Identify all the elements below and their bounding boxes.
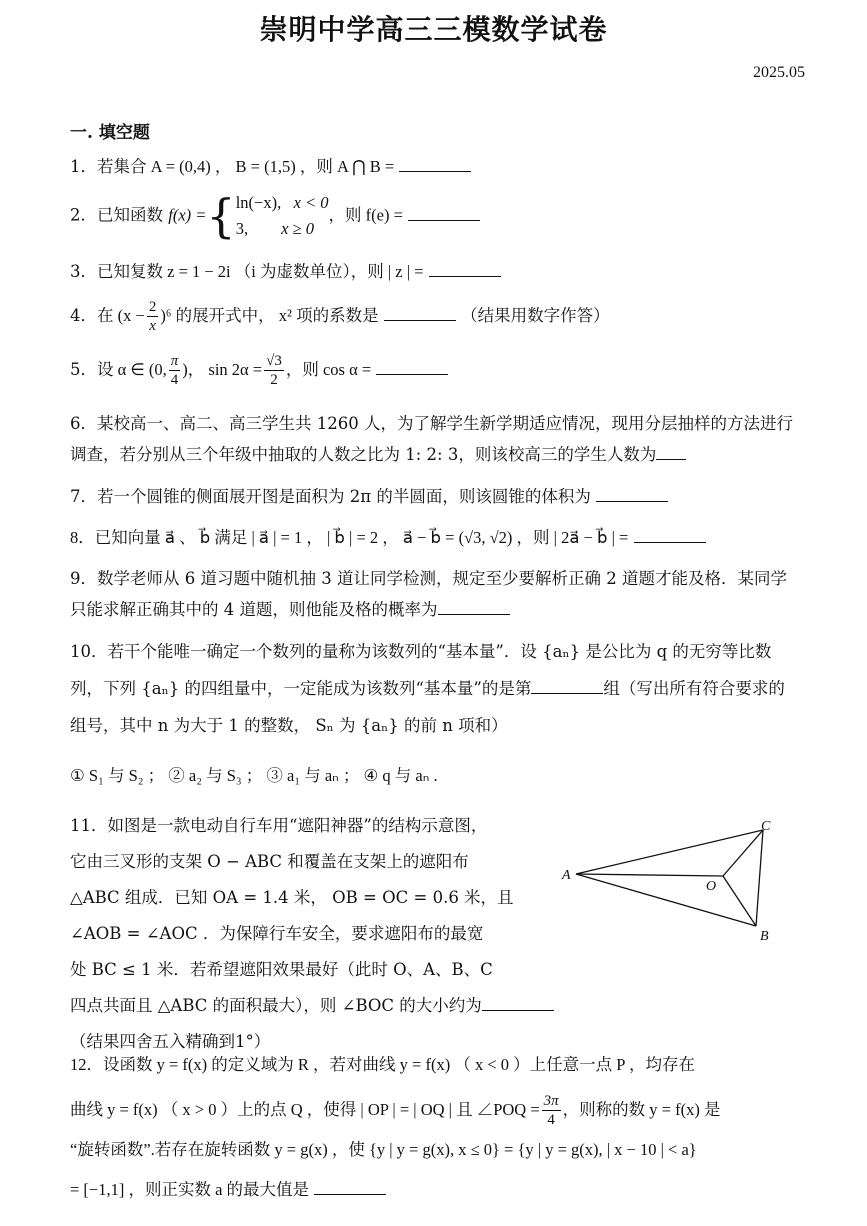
options-text: ① S₁ 与 S₂ ； ② a₂ 与 S₃ ； ③ a₁ 与 aₙ ； ④ q 与 aₙ .: [70, 766, 438, 785]
answer-blank: [314, 1180, 386, 1195]
answer-blank: [531, 679, 603, 694]
edge-bc: [756, 830, 763, 926]
question-note: （结果四舍五入精确到1°）: [70, 1032, 271, 1051]
question-text: 10．若干个能唯一确定一个数列的量称为该数列的“基本量”．设 {aₙ} 是公比为 q 的无穷等比数列，下列 {aₙ} 的四组量中，一定能成为该数列“基本量”的是第: [70, 642, 772, 698]
answer-blank: [438, 600, 510, 615]
question-2: [70, 190, 480, 242]
question-text: 若集合 A = (0,4) ， B = (1,5) ，则 A ⋂ B =: [97, 157, 395, 176]
question-12: [70, 1057, 695, 1074]
question-note: （结果用数字作答）: [461, 306, 610, 325]
answer-blank: [482, 996, 554, 1011]
answer-blank: [634, 528, 706, 543]
question-text: 6．某校高一、高二、高三学生共 1260 人，为了解学生新学期适应情况，现用分层抽样的方法进行调查，若分别从三个年级中抽取的人数之比为 1: 2: 3，则该校高三的学生人数为: [70, 414, 793, 464]
question-text: 已知复数 z = 1 − 2i （i 为虚数单位），则 | z | =: [97, 262, 424, 281]
fraction-numerator: √3: [266, 353, 282, 369]
question-number: 5．: [70, 360, 97, 379]
question-3: [70, 262, 501, 281]
question-text-tail: ，则 cos α =: [285, 360, 372, 379]
question-text-mid: )⁶ 的展开式中， x² 项的系数是: [160, 306, 379, 325]
question-line-tail: ，则称的数 y = f(x) 是: [562, 1100, 721, 1119]
page-title: 崇明中学高三三模数学试卷: [259, 13, 608, 46]
question-text: 7．若一个圆锥的侧面展开图是面积为 2π 的半圆面，则该圆锥的体积为: [70, 487, 591, 506]
fraction: [169, 352, 181, 389]
case-1-expr: ln(−x),: [235, 193, 282, 212]
fraction: [147, 298, 159, 335]
question-line: “旋转函数”.若存在旋转函数 y = g(x) ，使 {y | y = g(x), x ≤ 0} = {y | y = g(x), | x − 10 | < a}: [70, 1140, 697, 1159]
question-line: ∠AOB = ∠AOC ．为保障行车安全，要求遮阳布的最宽: [70, 924, 484, 943]
answer-blank: [384, 306, 456, 321]
case-1-cond: x < 0: [293, 193, 329, 212]
question-line: 处 BC ≤ 1 米．若希望遮阳效果最好（此时 O、A、B、C: [70, 960, 493, 979]
question-number: 3．: [70, 262, 97, 281]
fraction-denominator: 2: [270, 372, 278, 388]
question-text-tail: ，则 f(e) =: [328, 205, 403, 225]
question-5: [70, 352, 448, 389]
question-line: 曲线 y = f(x) （ x > 0 ）上的点 Q ，使得 | OP | = | OQ | 且 ∠POQ =: [70, 1100, 540, 1119]
question-line: 四点共面且 △ABC 的面积最大），则 ∠BOC 的大小约为: [70, 996, 482, 1015]
case-2-cond: x ≥ 0: [281, 219, 314, 238]
fraction-denominator: 4: [547, 1112, 555, 1128]
answer-blank: [656, 445, 686, 460]
fraction: [264, 352, 284, 389]
question-11: [70, 808, 554, 1060]
piecewise-cases: [236, 190, 329, 242]
fraction: [542, 1092, 561, 1129]
answer-blank: [596, 487, 668, 502]
edge-oc: [723, 830, 763, 876]
question-12-line-4: [70, 1180, 386, 1199]
question-text-mid: )， sin 2α =: [182, 360, 263, 379]
question-number: 4．: [70, 306, 97, 325]
question-text: 设 α ∈ (0,: [97, 360, 167, 379]
question-line: 它由三叉形的支架 O − ABC 和覆盖在支架上的遮阳布: [70, 852, 469, 871]
section-heading: 一. 填空题: [70, 123, 150, 143]
answer-blank: [399, 157, 471, 172]
answer-blank: [376, 360, 448, 375]
question-4: [70, 298, 610, 335]
question-text: 在 (x −: [97, 306, 145, 325]
question-line: 12．设函数 y = f(x) 的定义域为 R ，若对曲线 y = f(x) （ x < 0 ）上任意一点 P ，均存在: [70, 1055, 695, 1074]
question-12-line-3: [70, 1142, 697, 1159]
exam-date: 2025.05: [753, 64, 805, 81]
question-8: [70, 528, 706, 547]
question-number: 1．: [70, 157, 97, 176]
function-name: f(x) =: [168, 205, 207, 225]
question-text: 8．已知向量 a⃗ 、 b⃗ 满足 | a⃗ | = 1 ， | b⃗ | = 2 ， a⃗ − b⃗ = (√3, √2) ，则 | 2a⃗ − b⃗ | =: [70, 528, 629, 547]
question-line: △ABC 组成．已知 OA = 1.4 米， OB = OC = 0.6 米，且: [70, 888, 514, 907]
edge-ao: [576, 874, 723, 876]
label-o: O: [706, 879, 717, 894]
fraction-numerator: π: [170, 353, 179, 369]
fraction-denominator: 4: [170, 372, 179, 388]
question-10: [70, 633, 800, 744]
question-12-line-2: [70, 1092, 720, 1129]
edge-ac: [576, 830, 763, 874]
answer-blank: [429, 262, 501, 277]
question-9: [70, 563, 800, 625]
edge-ab: [576, 874, 756, 926]
question-1: [70, 157, 471, 176]
question-text: 9．数学老师从 6 道习题中随机抽 3 道让同学检测，规定至少要解析正确 2 道题才能及格．某同学只能求解正确其中的 4 道题，则他能及格的概率为: [70, 569, 787, 619]
question-line: = [−1,1] ，则正实数 a 的最大值是: [70, 1180, 310, 1199]
sunshade-diagram: [558, 818, 778, 946]
fraction-denominator: x: [149, 318, 156, 334]
question-number: 2．: [70, 205, 97, 225]
answer-blank: [408, 206, 480, 221]
question-text: 已知函数: [97, 205, 163, 225]
label-b: B: [760, 929, 769, 944]
question-6: [70, 408, 800, 470]
question-line: 11．如图是一款电动自行车用“遮阳神器”的结构示意图，: [70, 816, 488, 835]
question-10-options: [70, 768, 438, 785]
fraction-numerator: 2: [148, 299, 157, 315]
question-7: [70, 487, 668, 506]
question-text-tail: 组（写出所有符合要求的组号，其中 n 为大于 1 的整数， Sₙ 为 {aₙ} 的前 n 项和）: [70, 679, 785, 735]
case-2-expr: 3,: [235, 219, 249, 238]
fraction-numerator: 3π: [543, 1093, 559, 1109]
label-c: C: [761, 819, 771, 834]
label-a: A: [562, 868, 571, 883]
brace-symbol: {: [206, 189, 236, 243]
